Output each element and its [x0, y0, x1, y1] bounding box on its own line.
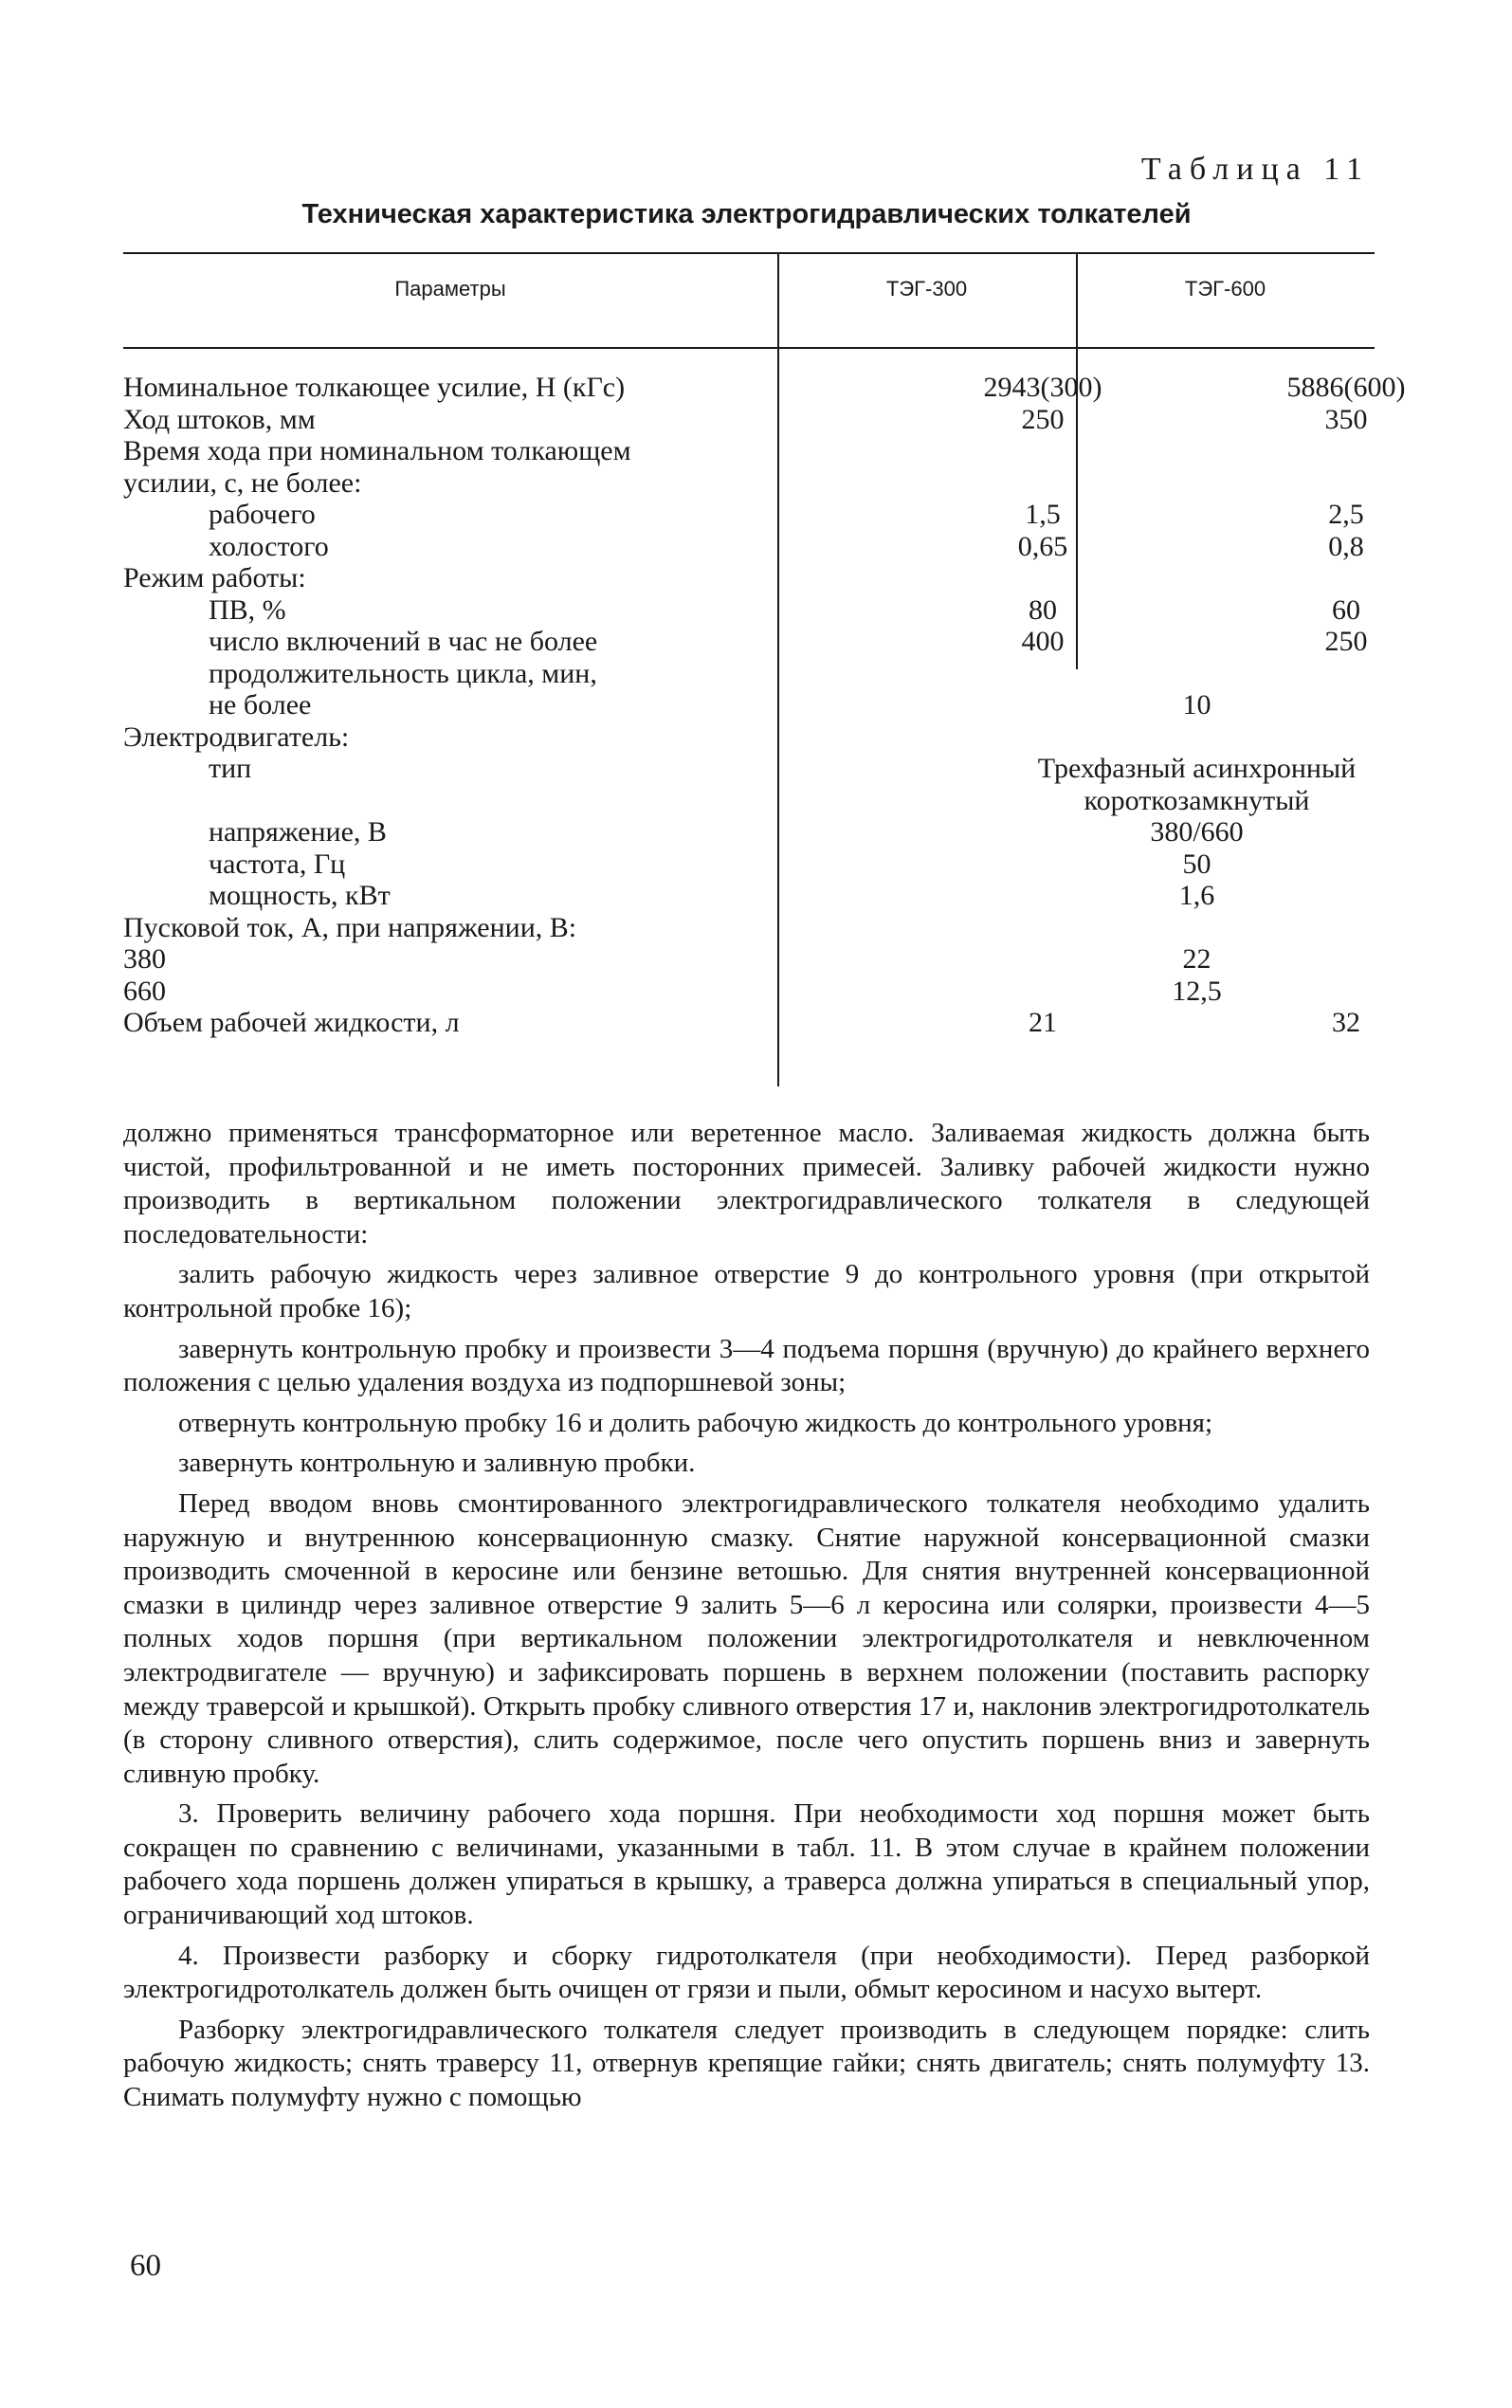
table-body: [123, 372, 1406, 1039]
table-row: [123, 562, 1375, 594]
paragraph: 4. Произвести разборку и сборку гидротолкателя (при необходимости). Перед разборкой электрогидротолкатель должен быть очищен от грязи и пыли, обмыт керосином и насухо вытерт.: [123, 1940, 1370, 2005]
paragraph: завернуть контрольную и заливную пробки.: [178, 1448, 696, 1479]
shared-value: 12,5: [1172, 975, 1222, 1007]
table-row: [123, 372, 1406, 404]
parameter-cell: мощность, кВт: [209, 880, 391, 911]
parameter-cell: Объем рабочей жидкости, л: [123, 1007, 460, 1038]
teg-600-value: 0,8: [1328, 530, 1364, 562]
teg-600-value: 60: [1332, 593, 1360, 626]
table-row: [123, 785, 1375, 817]
shared-value: 380/660: [1150, 816, 1244, 848]
teg-300-value: 250: [1021, 403, 1065, 435]
table-row: [123, 816, 1375, 848]
parameter-cell: Номинальное толкающее усилие, Н (кГс): [123, 372, 626, 403]
table-header-rule: [123, 347, 1375, 349]
header-teg-600: ТЭГ-600: [1184, 277, 1266, 301]
parameter-cell: холостого: [209, 530, 329, 562]
parameter-cell: Время хода при номинальном толкающем: [123, 435, 631, 466]
parameter-cell: напряжение, В: [209, 816, 387, 848]
parameter-cell: рабочего: [209, 499, 316, 530]
parameter-cell: Пусковой ток, А, при напряжении, В:: [123, 911, 577, 943]
parameter-cell: усилии, с, не более:: [123, 466, 362, 499]
table-top-rule: [123, 252, 1375, 254]
table-row: [123, 499, 1375, 531]
paragraph: залить рабочую жидкость через заливное отверстие 9 до контрольного уровня (при открытой контрольной пробке 16);: [123, 1259, 1370, 1323]
table-row: [123, 467, 1375, 500]
shared-value: короткозамкнутый: [1084, 784, 1310, 816]
parameter-cell: не более: [209, 689, 312, 721]
header-parameters: Параметры: [394, 277, 506, 301]
table-row: [123, 1007, 1375, 1039]
table-row: [123, 880, 1375, 912]
teg-300-value: 0,65: [1017, 530, 1068, 562]
table-row: [123, 848, 1375, 881]
paragraph: отвернуть контрольную пробку 16 и долить рабочую жидкость до контрольного уровня;: [178, 1407, 1213, 1438]
parameter-cell: частота, Гц: [209, 848, 346, 880]
paragraph: Разборку электрогидравлического толкателя следует производить в следующем порядке: слить рабочую жидкость; снять траверсу 11, отвернув крепящие гайки; снять двигатель; снять полумуфту 13. Снимать полумуфту нужно с помощью: [123, 2014, 1370, 2113]
parameter-cell: 660: [123, 975, 166, 1007]
teg-300-value: 1,5: [1025, 499, 1061, 530]
paragraph: Перед вводом вновь смонтированного электрогидравлического толкателя необходимо удалить наружную и внутреннюю консервационную смазку. Снятие наружной консервационной смазки производить смоченной в керосине или бензине ветошью. Для снятия внутренней консервационной смазки в цилиндр через заливное отверстие 9 залить 5—6 л керосина или солярки, произвести 4—5 полных ходов поршня (при вертикальном положении электрогидротолкателя и невключенном электродвигателе — вручную) и зафиксировать поршень в верхнем положении (поставить распорку между траверсой и крышкой). Открыть пробку сливного отверстия 17 и, наклонив электрогидротолкатель (в сторону сливного отверстия), слить содержимое, после чего опустить поршень вниз и завернуть сливную пробку.: [123, 1487, 1370, 1789]
parameter-cell: число включений в час не более: [209, 626, 598, 657]
table-row: [123, 658, 1375, 690]
table-row: [123, 689, 1375, 721]
teg-300-value: 21: [1029, 1007, 1057, 1038]
teg-300-value: 80: [1029, 593, 1057, 626]
parameter-cell: ПВ, %: [209, 593, 286, 626]
table-row: [123, 753, 1375, 785]
parameter-cell: Ход штоков, мм: [123, 403, 316, 435]
table-row: [123, 594, 1375, 627]
paragraph: 3. Проверить величину рабочего хода поршня. При необходимости ход поршня может быть сокращен по сравнению с величинами, указанными в табл. 11. В этом случае в крайнем положении рабочего хода поршень должен упираться в крышку, а траверса должна упираться в специальный упор, ограничивающий ход штоков.: [123, 1798, 1370, 1931]
teg-300-value: 400: [1021, 626, 1065, 657]
shared-value: 22: [1182, 943, 1211, 975]
parameter-cell: Режим работы:: [123, 562, 306, 593]
teg-600-value: 2,5: [1328, 499, 1364, 530]
table-row: [123, 531, 1375, 563]
teg-600-value: 350: [1324, 403, 1368, 435]
table-row: [123, 721, 1375, 754]
teg-600-value: 250: [1324, 626, 1368, 657]
body-text: [123, 1117, 1370, 2122]
header-teg-300: ТЭГ-300: [885, 277, 968, 301]
parameter-cell: тип: [209, 753, 252, 784]
table-row: [123, 912, 1375, 944]
teg-600-value: 32: [1332, 1007, 1360, 1038]
parameter-cell: продолжительность цикла, мин,: [209, 657, 597, 689]
table-row: [123, 943, 1375, 976]
table-row: [123, 404, 1375, 436]
shared-value: 10: [1182, 689, 1211, 721]
parameter-cell: 380: [123, 943, 166, 975]
paragraph: завернуть контрольную пробку и произвести 3—4 подъема поршня (вручную) до крайнего верхнего положения с целью удаления воздуха из подпоршневой зоны;: [123, 1333, 1370, 1398]
shared-value: 1,6: [1178, 880, 1215, 911]
table-row: [123, 976, 1375, 1008]
shared-value: Трехфазный асинхронный: [1037, 753, 1357, 784]
table-row: [123, 435, 1375, 467]
paragraph: должно применяться трансформаторное или веретенное масло. Заливаемая жидкость должна быть чистой, профильтрованной и не иметь посторонних примесей. Заливку рабочей жидкости нужно производить в вертикальном положении электрогидравлического толкателя в следующей последовательности:: [123, 1118, 1370, 1250]
table-row: [123, 626, 1375, 658]
teg-600-value: 5886(600): [1286, 372, 1406, 403]
shared-value: 50: [1182, 848, 1211, 880]
table-title: Техническая характеристика электрогидравлических толкателей: [301, 199, 1192, 229]
table-label: Таблица 11: [1140, 152, 1370, 187]
parameter-cell: Электродвигатель:: [123, 721, 350, 753]
page-number: 60: [130, 2249, 161, 2283]
teg-300-value: 2943(300): [983, 372, 1102, 403]
